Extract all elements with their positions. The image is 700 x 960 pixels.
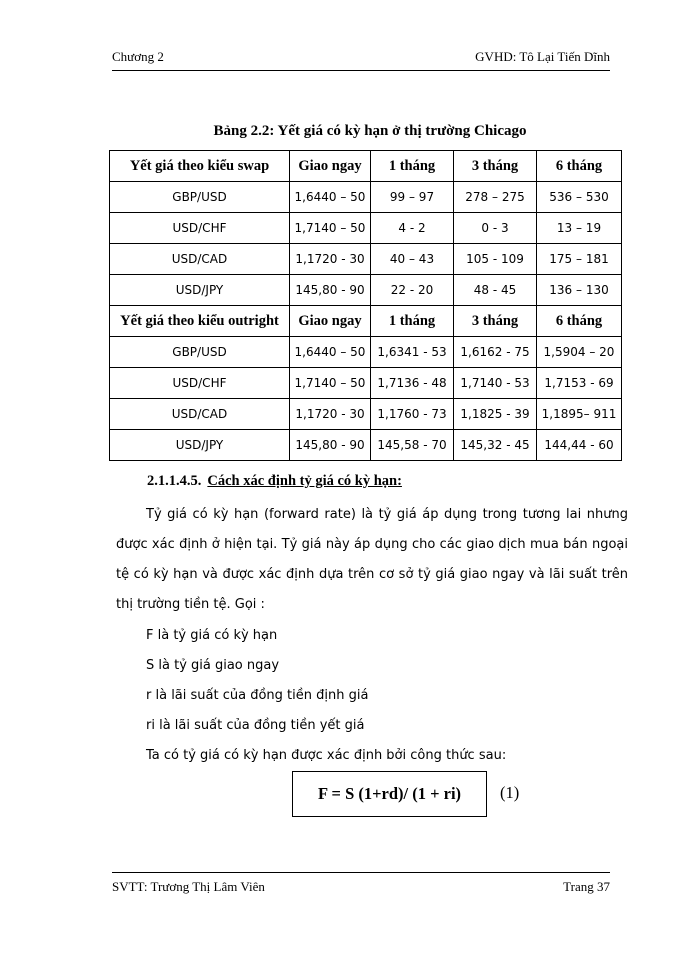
table-cell: 22 - 20: [371, 275, 454, 306]
table-cell: 1,7153 - 69: [537, 368, 622, 399]
table-header-cell: 1 tháng: [371, 306, 454, 337]
table-cell: 1,7140 – 50: [290, 213, 371, 244]
table-cell: 1,7140 – 50: [290, 368, 371, 399]
swap-row: [110, 244, 622, 275]
section-title: Cách xác định tỷ giá có kỳ hạn:: [207, 473, 402, 489]
footer-page-number: Trang 37: [563, 879, 610, 894]
outright-row: [110, 430, 622, 461]
table-cell: USD/CAD: [110, 399, 290, 430]
table-cell: 145,80 - 90: [290, 275, 371, 306]
table-cell: 175 – 181: [537, 244, 622, 275]
outright-header-row: [110, 306, 622, 337]
table-cell: 1,7140 - 53: [454, 368, 537, 399]
table-caption: Bảng 2.2: Yết giá có kỳ hạn ở thị trường Chicago: [213, 123, 527, 139]
definition-f: F là tỷ giá có kỳ hạn: [146, 628, 278, 643]
table-cell: USD/CAD: [110, 244, 290, 275]
table-cell: 144,44 - 60: [537, 430, 622, 461]
table-cell: 145,32 - 45: [454, 430, 537, 461]
table-cell: 1,6440 – 50: [290, 337, 371, 368]
table-header-cell: Giao ngay: [290, 306, 371, 337]
table-cell: 1,1760 - 73: [371, 399, 454, 430]
table-cell: 0 - 3: [454, 213, 537, 244]
table-header-cell: Yết giá theo kiểu outright: [110, 306, 290, 337]
table-cell: 1,7136 - 48: [371, 368, 454, 399]
page-header: [112, 46, 610, 71]
header-supervisor: GVHD: Tô Lại Tiến Dĩnh: [475, 49, 610, 64]
swap-row: [110, 213, 622, 244]
formula-intro: Ta có tỷ giá có kỳ hạn được xác định bởi công thức sau:: [146, 748, 507, 763]
swap-header-row: [110, 151, 622, 182]
table-cell: 1,5904 – 20: [537, 337, 622, 368]
table-cell: 4 - 2: [371, 213, 454, 244]
table-header-cell: Giao ngay: [290, 151, 371, 182]
swap-row: [110, 182, 622, 213]
table-cell: USD/JPY: [110, 430, 290, 461]
table-header-cell: 3 tháng: [454, 151, 537, 182]
table-header-cell: Yết giá theo kiểu swap: [110, 151, 290, 182]
table-cell: 1,1720 - 30: [290, 399, 371, 430]
outright-row: [110, 337, 622, 368]
page-footer: [112, 872, 610, 894]
table-cell: 1,1825 - 39: [454, 399, 537, 430]
outright-row: [110, 368, 622, 399]
header-chapter: Chương 2: [112, 49, 164, 64]
formula-number: (1): [500, 783, 520, 802]
table-cell: USD/JPY: [110, 275, 290, 306]
forward-rate-table: [109, 150, 622, 461]
table-cell: GBP/USD: [110, 182, 290, 213]
table-cell: 136 – 130: [537, 275, 622, 306]
table-cell: GBP/USD: [110, 337, 290, 368]
table-header-cell: 1 tháng: [371, 151, 454, 182]
table-cell: 105 - 109: [454, 244, 537, 275]
table-cell: 1,6341 - 53: [371, 337, 454, 368]
table-cell: 13 – 19: [537, 213, 622, 244]
intro-paragraph: [116, 500, 628, 620]
table-cell: 99 – 97: [371, 182, 454, 213]
table-cell: 145,80 - 90: [290, 430, 371, 461]
table-cell: 536 – 530: [537, 182, 622, 213]
paragraph-text: Tỷ giá có kỳ hạn (forward rate) là tỷ giá áp dụng trong tương lai nhưng được xác định ở hiện tại. Tỷ giá này áp dụng cho các giao dịch mua bán ngoại tệ có kỳ hạn và được xác định dựa trên cơ sở tỷ giá giao ngay và lãi suất trên thị trường tiền tệ. Gọi :: [116, 507, 628, 612]
outright-row: [110, 399, 622, 430]
formula-box: F = S (1+rd)/ (1 + ri): [292, 771, 487, 817]
table-cell: 1,6162 - 75: [454, 337, 537, 368]
definition-s: S là tỷ giá giao ngay: [146, 658, 280, 673]
table-cell: 1,6440 – 50: [290, 182, 371, 213]
table-header-cell: 3 tháng: [454, 306, 537, 337]
table-header-cell: 6 tháng: [537, 151, 622, 182]
table-cell: 278 – 275: [454, 182, 537, 213]
table-cell: 145,58 - 70: [371, 430, 454, 461]
section-number: 2.1.1.4.5.: [147, 473, 202, 489]
table-cell: USD/CHF: [110, 213, 290, 244]
table-cell: USD/CHF: [110, 368, 290, 399]
table-header-cell: 6 tháng: [537, 306, 622, 337]
section-heading: [147, 473, 402, 490]
table-cell: 1,1895– 911: [537, 399, 622, 430]
table-cell: 48 - 45: [454, 275, 537, 306]
table-cell: 1,1720 - 30: [290, 244, 371, 275]
definition-r: r là lãi suất của đồng tiền định giá: [146, 688, 369, 703]
table-cell: 40 – 43: [371, 244, 454, 275]
swap-row: [110, 275, 622, 306]
definition-ri: ri là lãi suất của đồng tiền yết giá: [146, 718, 365, 733]
footer-student: SVTT: Trương Thị Lâm Viên: [112, 879, 265, 894]
